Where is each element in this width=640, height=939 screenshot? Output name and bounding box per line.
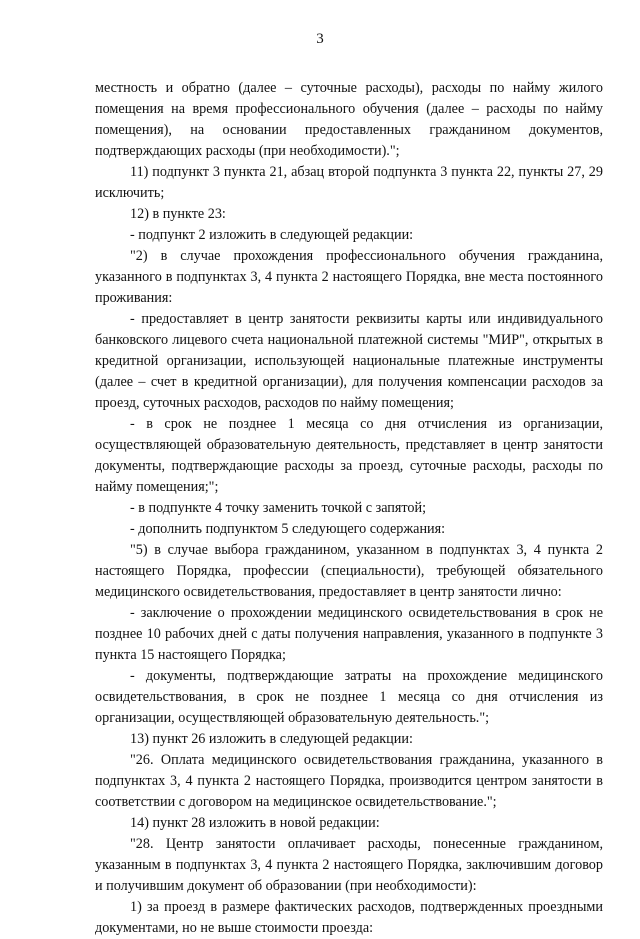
paragraph: - документы, подтверждающие затраты на прохождение медицинского освидетельствования, в срок не позднее 1 месяца со дня отчисления из организации, осуществляющей образовательную деятельность."; [95,668,603,726]
paragraph: - дополнить подпунктом 5 следующего содержания: [130,521,446,537]
paragraph: - заключение о прохождении медицинского освидетельствования в срок не позднее 10 рабочих дней с даты получения направления, указанного в подпункте 3 пункта 15 настоящего Порядка; [95,605,603,663]
paragraph: - предоставляет в центр занятости реквизиты карты или индивидуального банковского лицевого счета национальной платежной системы "МИР", открытых в кредитной организации, использующей национальные платежные инструменты (далее – счет в кредитной организации), для получения компенсации расходов за проезд, суточных расходов, расходов по найму помещения; [95,311,603,411]
paragraph: 11) подпункт 3 пункта 21, абзац второй подпункта 3 пункта 22, пункты 27, 29 исключить; [95,164,603,201]
paragraph: "26. Оплата медицинского освидетельствования гражданина, указанного в подпунктах 3, 4 пункта 2 настоящего Порядка, производится центром занятости в соответствии с договором на медицинское освидетельствование."; [95,752,603,810]
paragraph: - в подпункте 4 точку заменить точкой с запятой; [130,500,427,516]
paragraph: "5) в случае выбора гражданином, указанном в подпунктах 3, 4 пункта 2 настоящего Порядка, профессии (специальности), требующей обязательного медицинского освидетельствования, предоставляет в центр занятости лично: [95,542,603,600]
paragraph: "28. Центр занятости оплачивает расходы, понесенные гражданином, указанным в подпунктах 3, 4 пункта 2 настоящего Порядка, заключившим договор и получившим документ об образовании (при необходимости): [95,836,603,894]
page-number: 3 [316,31,324,47]
paragraph: местность и обратно (далее – суточные расходы), расходы по найму жилого помещения на время профессионального обучения (далее – расходы по найму помещения), на основании предоставленных гражданином документов, подтверждающих расходы (при необходимости)."; [95,80,603,159]
paragraph: - в срок не позднее 1 месяца со дня отчисления из организации, осуществляющей образовательную деятельность, представляет в центр занятости документы, подтверждающие расходы за проезд, суточные расходы, расходы по найму помещения;"; [95,416,603,495]
paragraph: 1) за проезд в размере фактических расходов, подтвержденных проездными документами, но не выше стоимости проезда: [95,899,603,936]
paragraph: - подпункт 2 изложить в следующей редакции: [130,227,414,243]
paragraph: "2) в случае прохождения профессионального обучения гражданина, указанного в подпунктах 3, 4 пункта 2 настоящего Порядка, вне места постоянного проживания: [95,248,603,306]
paragraph: 14) пункт 28 изложить в новой редакции: [130,815,380,831]
document-body [95,78,603,939]
paragraph: 12) в пункте 23: [130,206,226,222]
paragraph: 13) пункт 26 изложить в следующей редакции: [130,731,413,747]
